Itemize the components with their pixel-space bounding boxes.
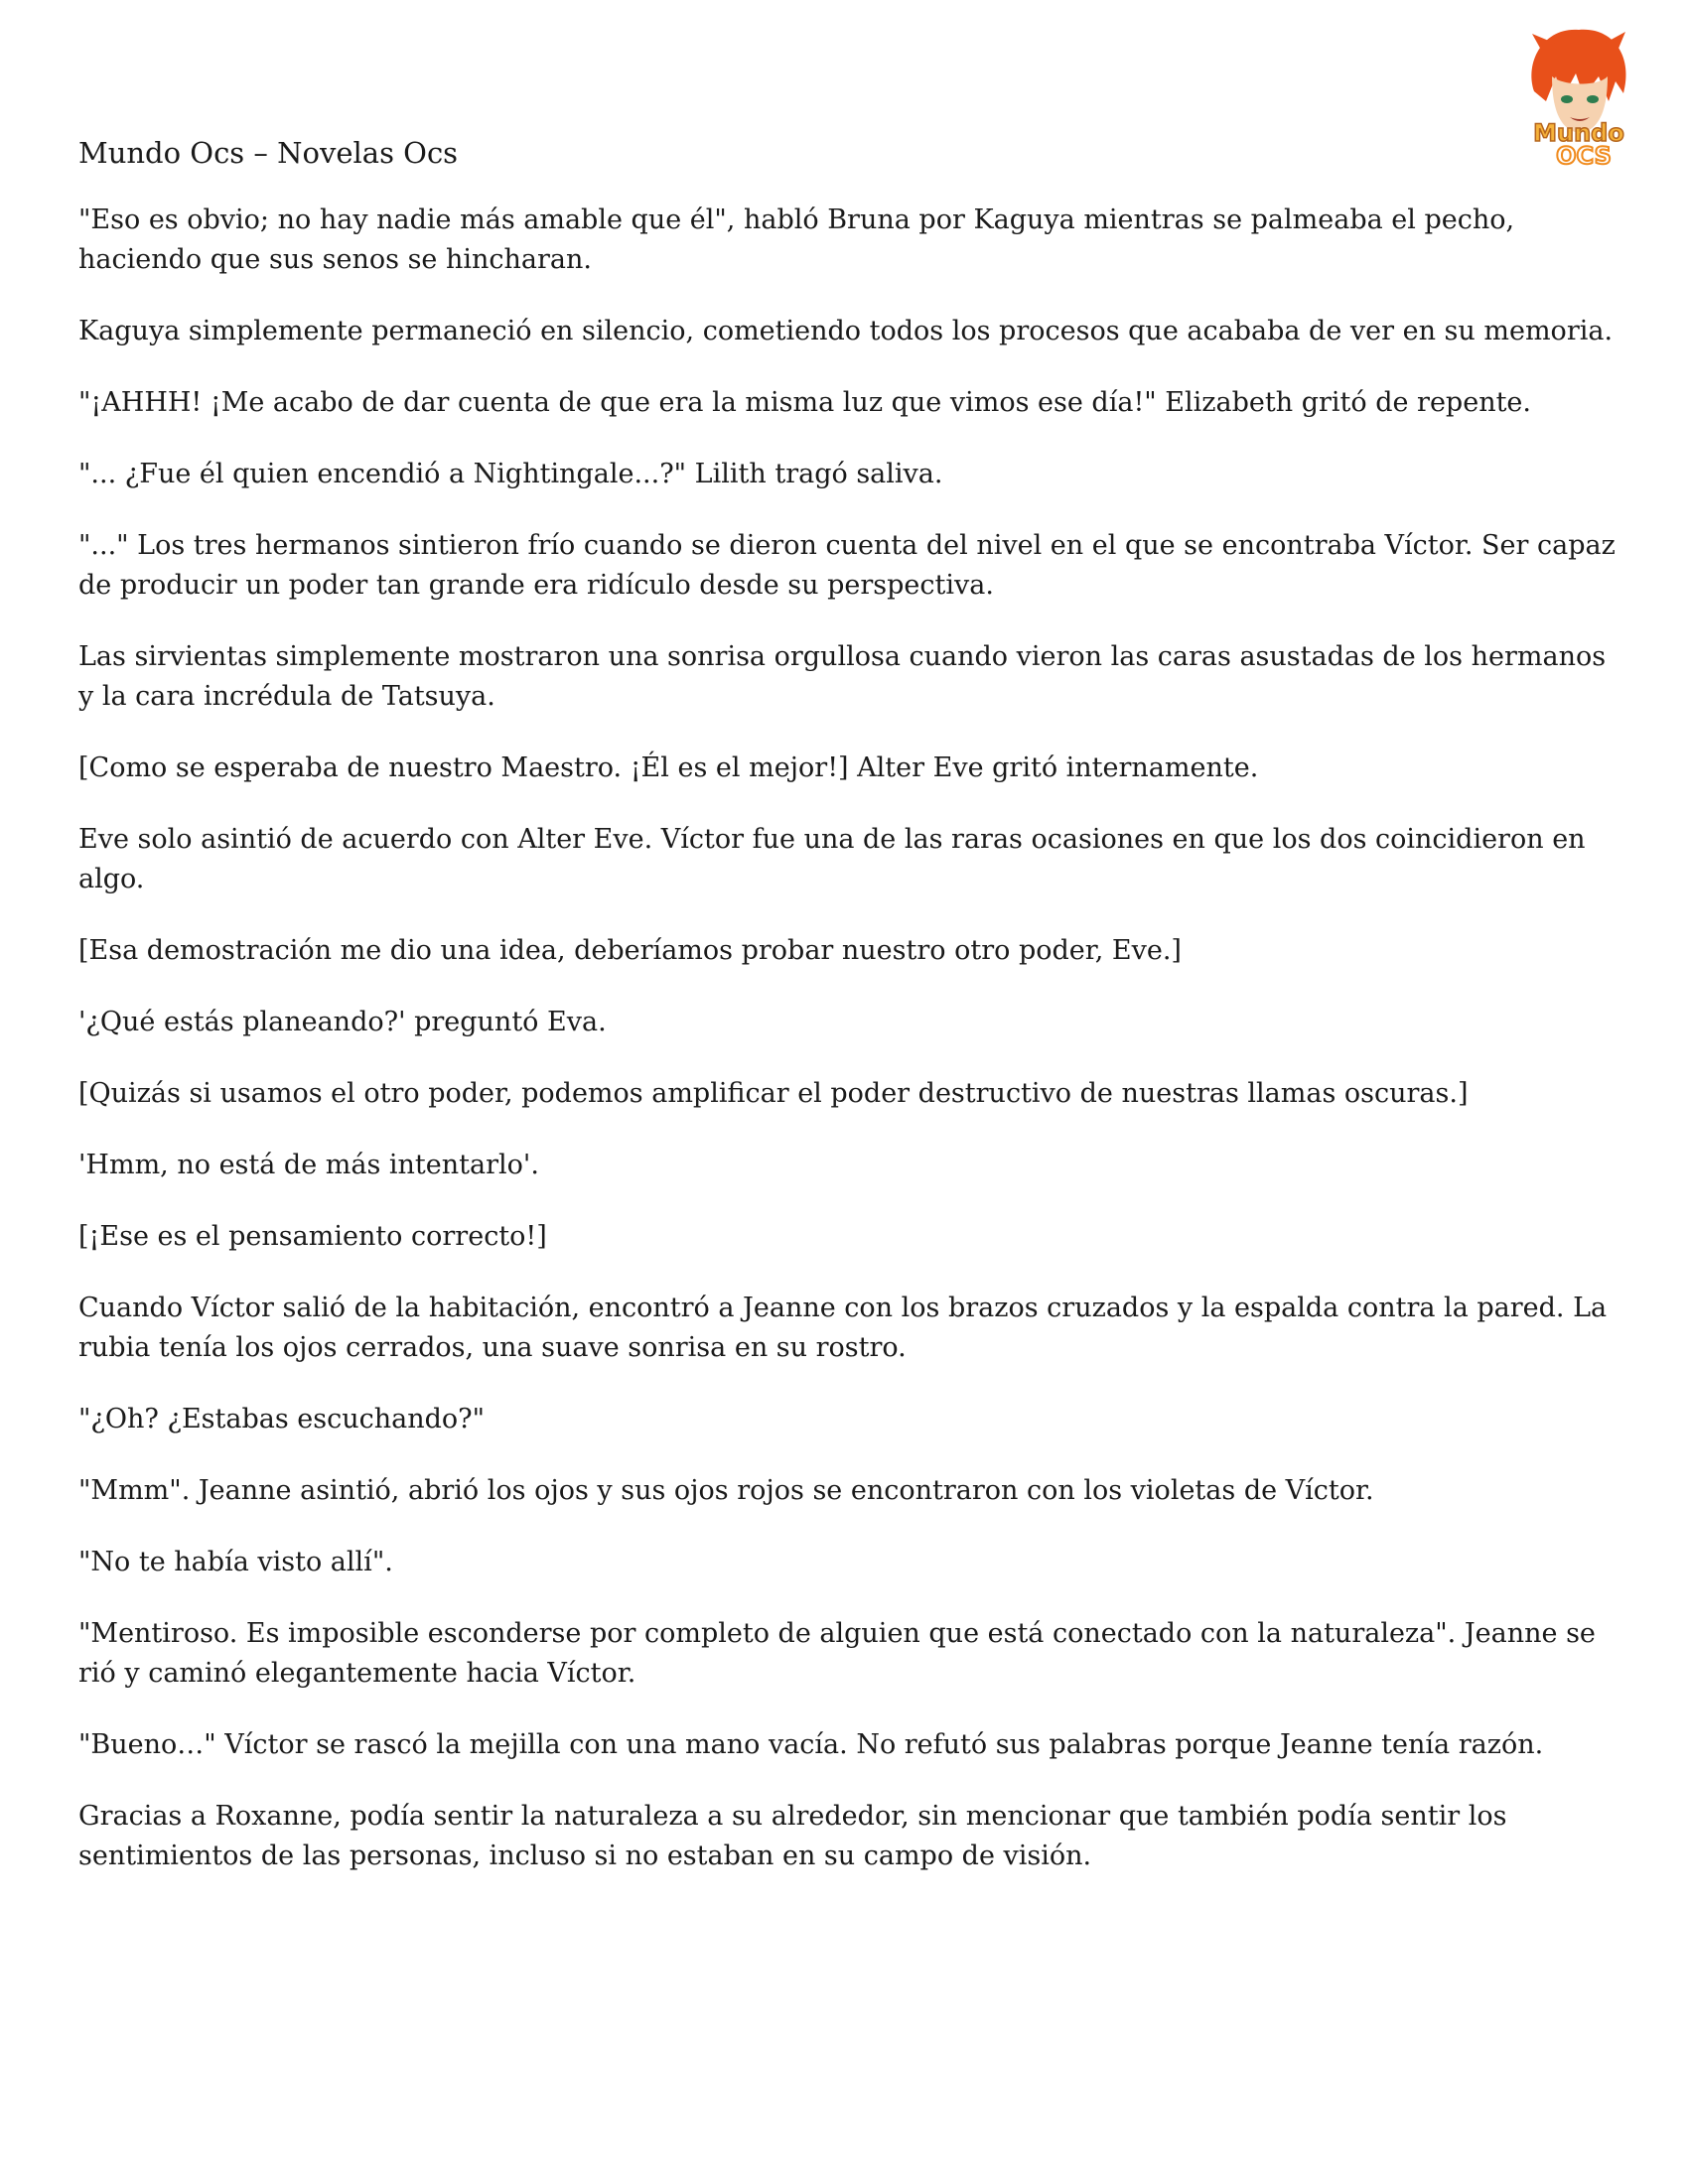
paragraph: "¡AHHH! ¡Me acabo de dar cuenta de que era la misma luz que vimos ese día!" Elizabeth gritó de repente. — [78, 387, 1531, 418]
logo-text-ocs: OCS — [1556, 142, 1612, 170]
paragraph: "No te había visto allí". — [78, 1547, 393, 1577]
paragraph: "Mmm". Jeanne asintió, abrió los ojos y sus ojos rojos se encontraron con los violetas de Víctor. — [78, 1475, 1374, 1506]
paragraph: [Como se esperaba de nuestro Maestro. ¡Él es el mejor!] Alter Eve gritó internamente. — [78, 752, 1259, 783]
paragraph: "Bueno…" Víctor se rascó la mejilla con una mano vacía. No refutó sus palabras porque Jeanne tenía razón. — [78, 1729, 1544, 1760]
paragraph: "..." Los tres hermanos sintieron frío cuando se dieron cuenta del nivel en el que se encontraba Víctor. Ser capaz de producir un poder tan grande era ridículo desde su perspectiva. — [78, 530, 1616, 601]
paragraph: "Mentiroso. Es imposible esconderse por completo de alguien que está conectado con la naturaleza". Jeanne se rió y caminó elegantemente hacia Víctor. — [78, 1618, 1596, 1689]
paragraph: '¿Qué estás planeando?' preguntó Eva. — [78, 1007, 607, 1037]
logo-text-mundo: Mundo — [1533, 119, 1624, 147]
paragraph: "Eso es obvio; no hay nadie más amable que él", habló Bruna por Kaguya mientras se palmeaba el pecho, haciendo que sus senos se hincharan. — [78, 205, 1515, 275]
document-body — [78, 201, 1627, 1908]
paragraph: [Quizás si usamos el otro poder, podemos amplificar el poder destructivo de nuestras llamas oscuras.] — [78, 1078, 1469, 1109]
paragraph: Gracias a Roxanne, podía sentir la naturaleza a su alrededor, sin mencionar que también podía sentir los sentimientos de las personas, incluso si no estaban en su campo de visión. — [78, 1801, 1507, 1871]
paragraph: Las sirvientas simplemente mostraron una sonrisa orgullosa cuando vieron las caras asustadas de los hermanos y la cara incrédula de Tatsuya. — [78, 641, 1607, 712]
paragraph: Kaguya simplemente permaneció en silencio, cometiendo todos los procesos que acababa de ver en su memoria. — [78, 316, 1614, 346]
paragraph: [¡Ese es el pensamiento correcto!] — [78, 1221, 547, 1252]
paragraph: Eve solo asintió de acuerdo con Alter Eve. Víctor fue una de las raras ocasiones en que los dos coincidieron en algo. — [78, 824, 1586, 894]
mundo-ocs-logo — [1504, 22, 1653, 171]
paragraph: 'Hmm, no está de más intentarlo'. — [78, 1150, 539, 1180]
paragraph: "... ¿Fue él quien encendió a Nightingale...?" Lilith tragó saliva. — [78, 459, 943, 489]
page-header: Mundo Ocs – Novelas Ocs — [78, 136, 459, 170]
paragraph: Cuando Víctor salió de la habitación, encontró a Jeanne con los brazos cruzados y la espalda contra la pared. La rubia tenía los ojos cerrados, una suave sonrisa en su rostro. — [78, 1293, 1608, 1363]
paragraph: "¿Oh? ¿Estabas escuchando?" — [78, 1404, 486, 1434]
paragraph: [Esa demostración me dio una idea, deberíamos probar nuestro otro poder, Eve.] — [78, 935, 1182, 966]
